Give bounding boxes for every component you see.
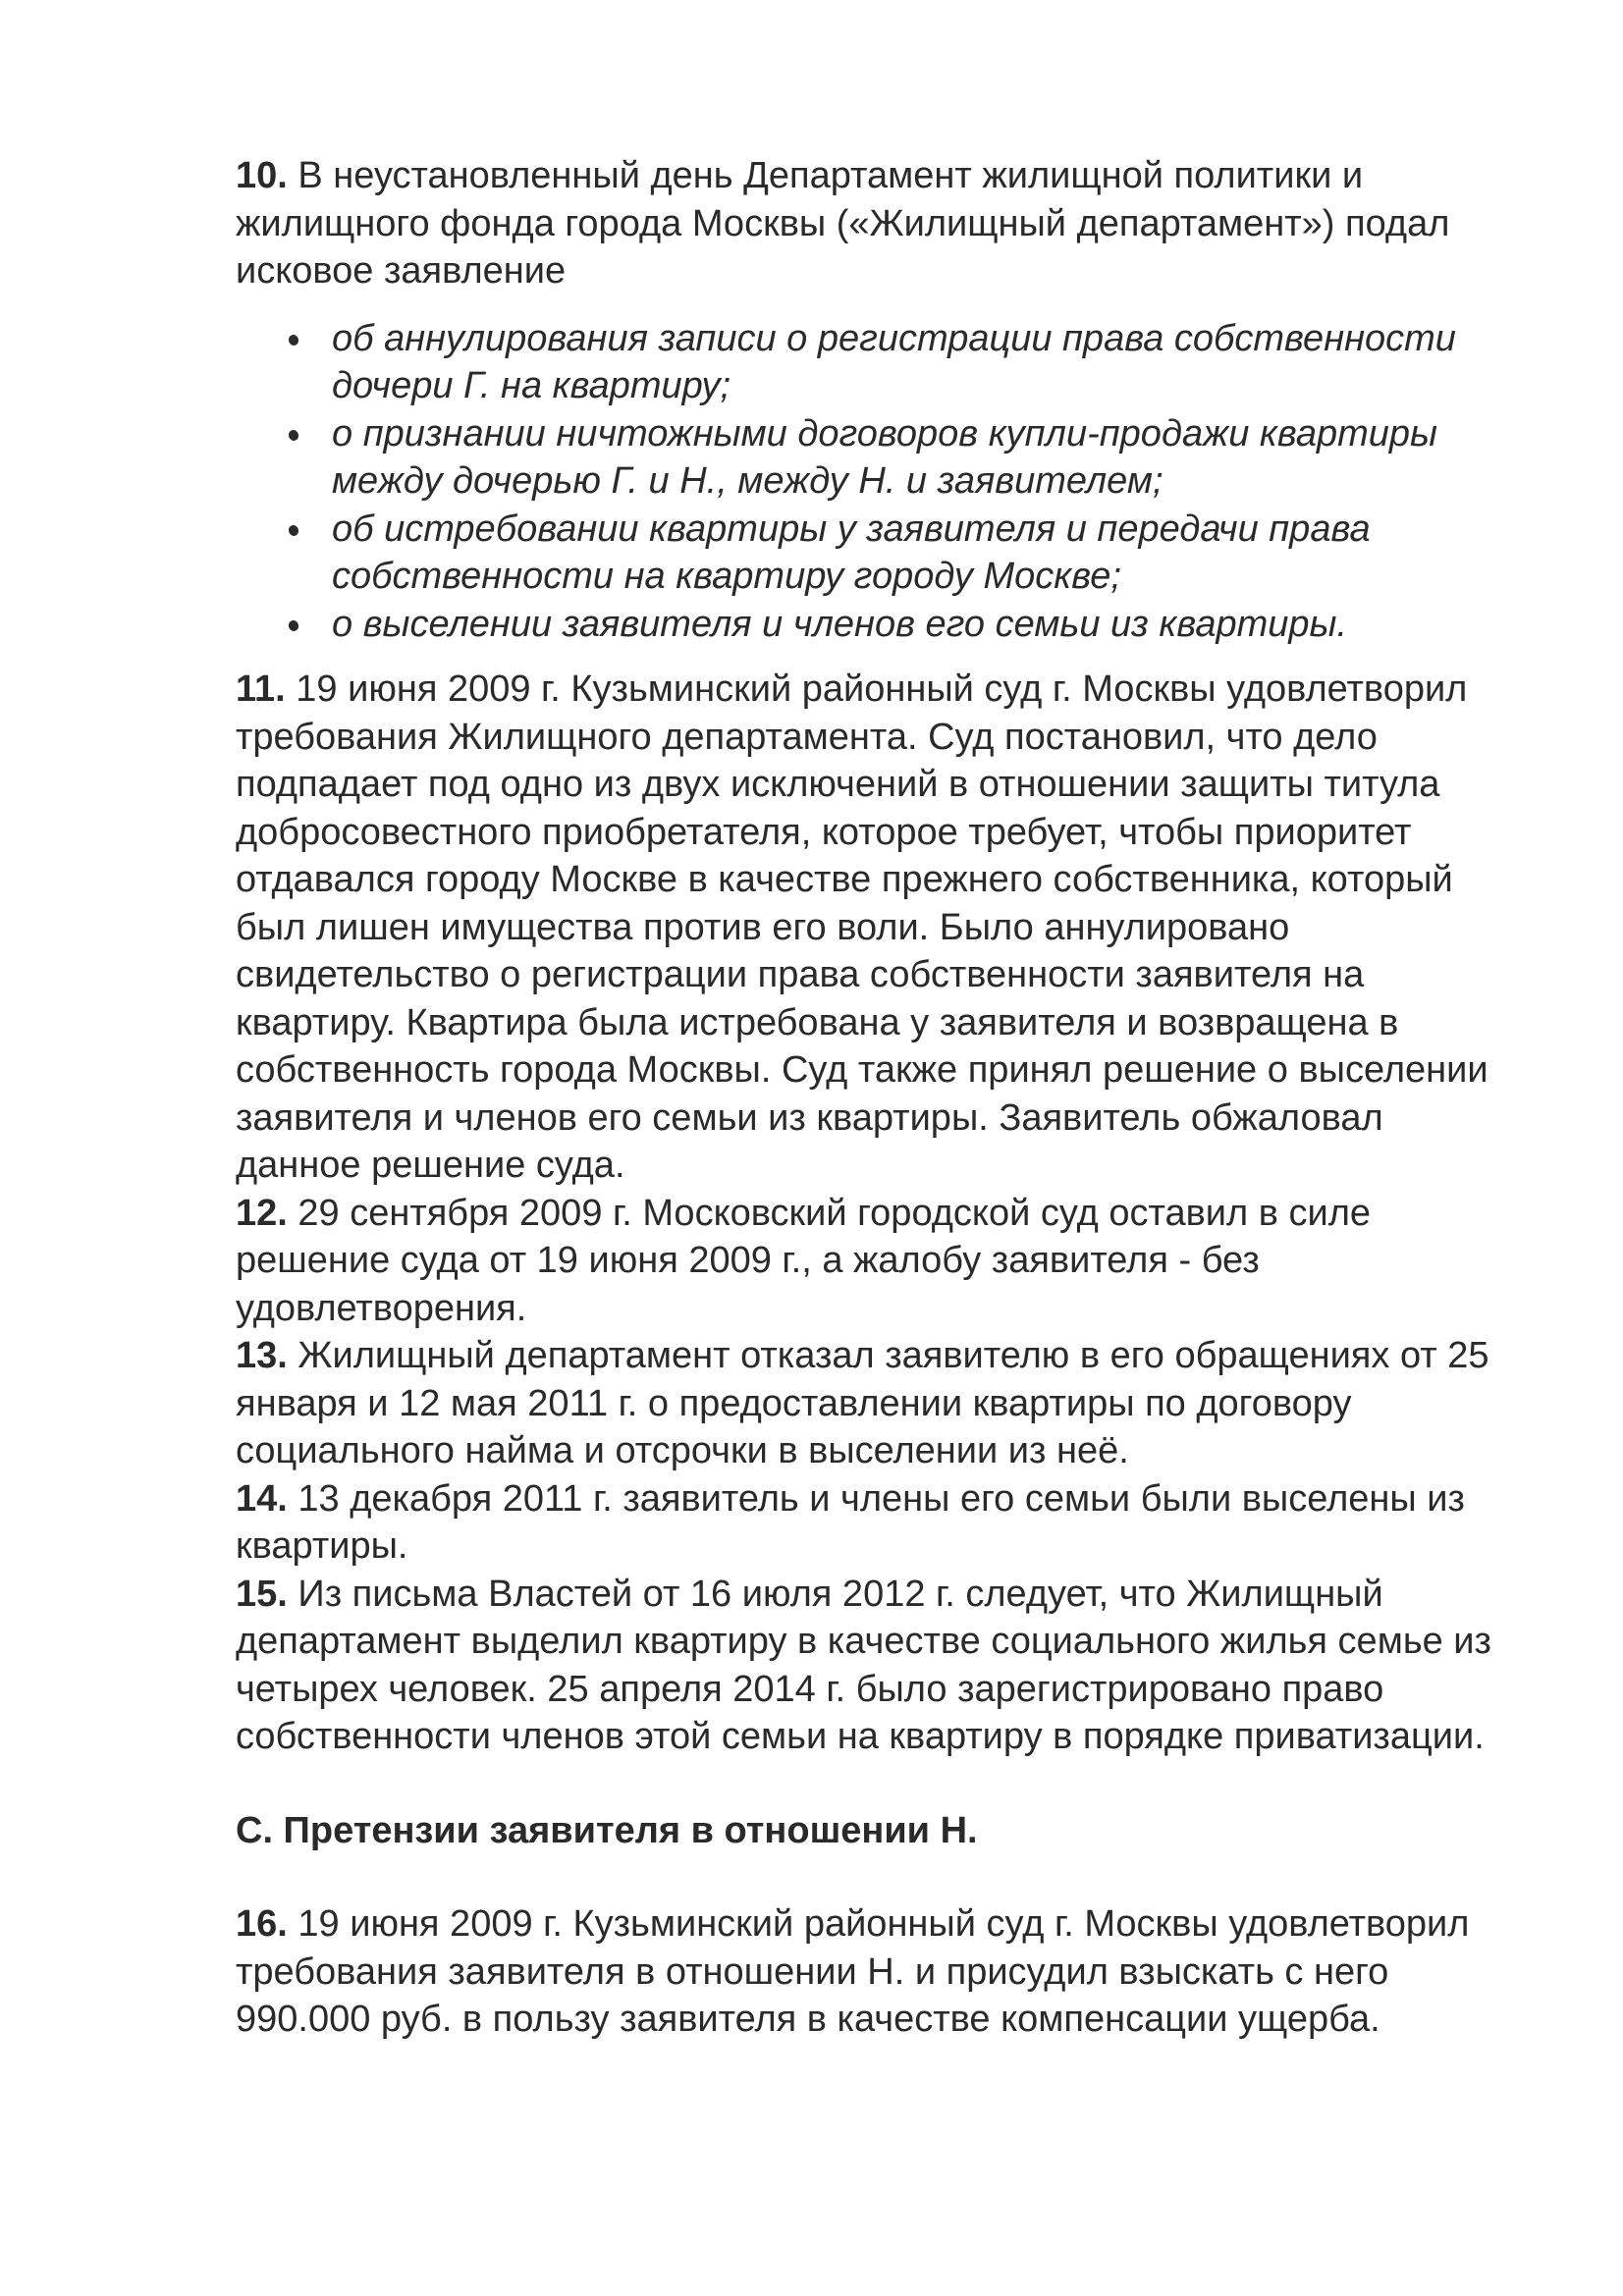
bullet-icon: [287, 428, 299, 442]
list-item: [332, 410, 1512, 506]
paragraph-number: 12.: [236, 1192, 288, 1234]
paragraph-12: [236, 1190, 1512, 1333]
paragraph-number: 13.: [236, 1335, 288, 1376]
paragraph-10: [236, 152, 1512, 295]
paragraph-number: 10.: [236, 155, 288, 196]
paragraph-11: [236, 666, 1512, 1190]
paragraph-13: [236, 1332, 1512, 1475]
paragraph-14: [236, 1475, 1512, 1571]
paragraph-text: 19 июня 2009 г. Кузьминский районный суд г. Москвы удовлетворил требования Жилищного департамента. Суд постановил, что дело подпадает под одно из двух исключений в отношении защиты титула добросовестного приобретателя, которое требует, чтобы приоритет отдавался городу Москве в качестве прежнего собственника, который был лишен имущества против его воли. Было аннулировано свидетельство о регистрации права собственности заявителя на квартиру. Квартира была истребована у заявителя и возвращена в собственность города Москвы. Суд также принял решение о выселении заявителя и членов его семьи из квартиры. Заявитель обжаловал данное решение суда.: [236, 668, 1488, 1186]
bullet-icon: [287, 618, 299, 632]
paragraph-number: 15.: [236, 1573, 288, 1615]
list-item-text: об аннулирования записи о регистрации права собственности дочери Г. на квартиру;: [332, 317, 1456, 406]
bullet-icon: [287, 333, 299, 347]
paragraph-number: 11.: [236, 668, 286, 710]
list-item-text: о выселении заявителя и членов его семьи из квартиры.: [332, 603, 1348, 645]
paragraph-15: [236, 1571, 1512, 1761]
list-item: [332, 315, 1512, 410]
paragraph-text: В неустановленный день Департамент жилищной политики и жилищного фонда города Москвы («Жилищный департамент») подал исковое заявление: [236, 155, 1450, 292]
paragraph-text: 19 июня 2009 г. Кузьминский районный суд г. Москвы удовлетворил требования заявителя в отношении Н. и присудил взыскать с него 990.000 руб. в пользу заявителя в качестве компенсации ущерба.: [236, 1903, 1470, 2040]
paragraph-text: 29 сентября 2009 г. Московский городской суд оставил в силе решение суда от 19 июня 2009 г., а жалобу заявителя - без удовлетворения.: [236, 1192, 1372, 1329]
section-heading: C. Претензии заявителя в отношении Н.: [236, 1809, 978, 1851]
list-item: [332, 601, 1512, 649]
document-page: [236, 152, 1512, 2044]
paragraph-number: 14.: [236, 1477, 288, 1520]
paragraph-number: 16.: [236, 1903, 288, 1945]
claims-list: [236, 315, 1512, 649]
paragraph-text: Жилищный департамент отказал заявителю в его обращениях от 25 января и 12 мая 2011 г. о предоставлении квартиры по договору социального найма и отсрочки в выселении из неё.: [236, 1335, 1489, 1471]
paragraph-16: [236, 1900, 1512, 2044]
bullet-icon: [287, 523, 299, 537]
list-item-text: о признании ничтожными договоров купли-продажи квартиры между дочерью Г. и Н., между Н. и заявителем;: [332, 412, 1438, 502]
paragraph-text: 13 декабря 2011 г. заявитель и члены его семьи были выселены из квартиры.: [236, 1477, 1465, 1567]
list-item: [332, 506, 1512, 601]
list-item-text: об истребовании квартиры у заявителя и передачи права собственности на квартиру городу Москве;: [332, 507, 1371, 597]
paragraph-text: Из письма Властей от 16 июля 2012 г. следует, что Жилищный департамент выделил квартиру в качестве социального жилья семье из четырех человек. 25 апреля 2014 г. было зарегистрировано право собственности членов этой семьи на квартиру в порядке приватизации.: [236, 1573, 1491, 1757]
